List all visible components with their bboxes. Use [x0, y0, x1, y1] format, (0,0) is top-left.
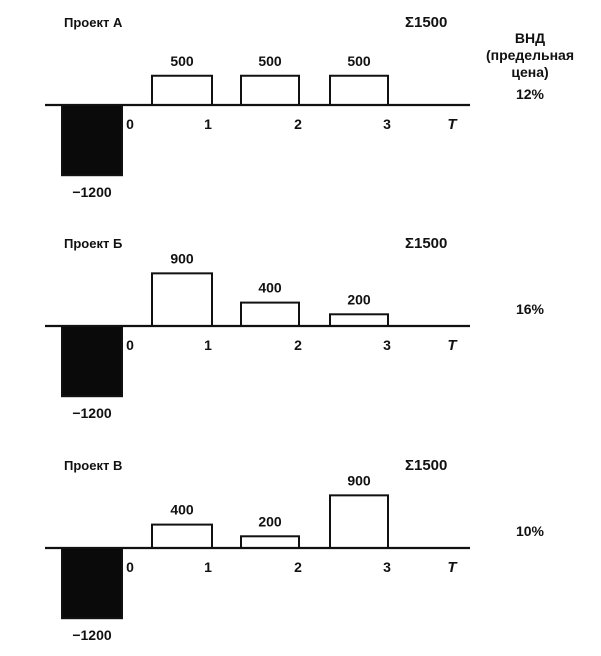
irr-value: 12% — [515, 86, 545, 102]
panel-total: Σ1500 — [405, 14, 448, 31]
period-tick-label: 3 — [383, 559, 391, 575]
period-tick-label: 1 — [204, 559, 212, 575]
axis-label-t: T — [447, 116, 457, 133]
cash-flow-bar — [152, 76, 212, 105]
irr-value: 10% — [515, 523, 545, 539]
cash-flow-bar — [152, 525, 212, 548]
bar-value-label: 500 — [258, 52, 282, 69]
bar-value-label: −1200 — [72, 405, 112, 422]
bar-value-label: 400 — [170, 501, 194, 518]
period-tick-label: 2 — [294, 116, 302, 132]
panel-total: Σ1500 — [405, 235, 448, 252]
investment-bar — [62, 326, 122, 396]
irr-header-title: ВНД — [514, 30, 546, 46]
cash-flow-bar — [330, 495, 388, 548]
period-tick-label: 0 — [126, 337, 134, 353]
period-tick-label: 3 — [383, 337, 391, 353]
cash-flow-bar — [330, 314, 388, 326]
period-tick-label: 2 — [294, 337, 302, 353]
axis-label-t: T — [447, 559, 457, 576]
irr-value: 16% — [515, 301, 545, 317]
panel-title: Проект В — [64, 458, 123, 473]
bar-value-label: 500 — [347, 52, 371, 69]
bar-value-label: 900 — [347, 472, 371, 489]
period-tick-label: 0 — [126, 116, 134, 132]
bar-value-label: 200 — [258, 513, 282, 530]
bar-value-label: 400 — [258, 279, 282, 296]
period-tick-label: 1 — [204, 337, 212, 353]
bar-value-label: 900 — [170, 250, 194, 267]
panel-total: Σ1500 — [405, 457, 448, 474]
period-tick-label: 3 — [383, 116, 391, 132]
bar-value-label: 200 — [347, 291, 371, 308]
period-tick-label: 1 — [204, 116, 212, 132]
bar-value-label: 500 — [170, 52, 194, 69]
cash-flow-bar — [241, 303, 299, 326]
cash-flow-bar — [330, 76, 388, 105]
cash-flow-bar — [241, 536, 299, 548]
period-tick-label: 0 — [126, 559, 134, 575]
irr-header-subtitle-1: (предельная — [485, 47, 575, 63]
bar-value-label: −1200 — [72, 627, 112, 644]
investment-bar — [62, 548, 122, 618]
panel-title: Проект А — [64, 15, 123, 30]
axis-label-t: T — [447, 337, 457, 354]
cash-flow-bar — [241, 76, 299, 105]
bar-value-label: −1200 — [72, 184, 112, 201]
panel-title: Проект Б — [64, 236, 123, 251]
period-tick-label: 2 — [294, 559, 302, 575]
irr-header-subtitle-2: цена) — [511, 64, 549, 80]
cash-flow-bar — [152, 273, 212, 326]
investment-bar — [62, 105, 122, 175]
